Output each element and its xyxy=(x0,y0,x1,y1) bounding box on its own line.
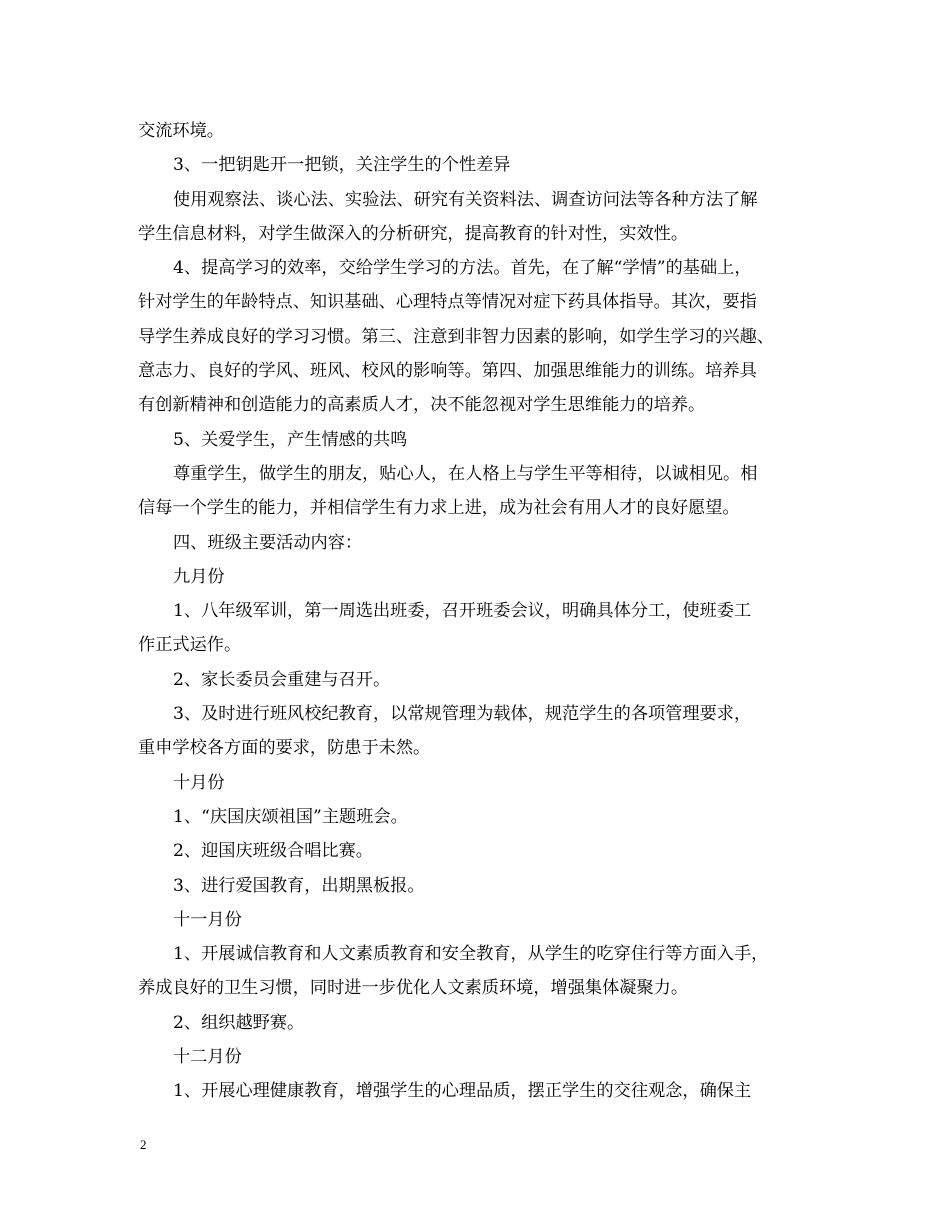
text-line: 信每一个学生的能力，并相信学生有力求上进，成为社会有用人才的良好愿望。 xyxy=(138,498,740,519)
page-number: 2 xyxy=(140,1137,147,1152)
text-line: 十月份 xyxy=(173,772,225,793)
text-line: 九月份 xyxy=(173,566,225,587)
text-line: 意志力、良好的学风、班风、校风的影响等。第四、加强思维能力的训练。培养具 xyxy=(138,361,757,382)
text-line: 1、开展心理健康教育，增强学生的心理品质，摆正学生的交往观念，确保主 xyxy=(173,1081,752,1102)
text-line: 1、开展诚信教育和人文素质教育和安全教育，从学生的吃穿住行等方面入手， xyxy=(173,944,769,965)
text-line: 使用观察法、谈心法、实验法、研究有关资料法、调查访问法等各种方法了解 xyxy=(173,189,758,210)
text-line: 养成良好的卫生习惯，同时进一步优化人文素质环境，增强集体凝聚力。 xyxy=(138,978,689,999)
text-line: 重申学校各方面的要求，防患于未然。 xyxy=(138,738,431,759)
text-line: 3、及时进行班风校纪教育，以常规管理为载体，规范学生的各项管理要求， xyxy=(173,704,752,725)
text-line: 1、“庆国庆颂祖国”主题班会。 xyxy=(173,806,408,827)
text-line: 针对学生的年龄特点、知识基础、心理特点等情况对症下药具体指导。其次，要指 xyxy=(138,292,757,313)
text-line: 3、一把钥匙开一把锁，关注学生的个性差异 xyxy=(173,155,511,176)
text-line: 有创新精神和创造能力的高素质人才，决不能忽视对学生思维能力的培养。 xyxy=(138,395,706,416)
text-line: 2、家长委员会重建与召开。 xyxy=(173,669,391,690)
text-line: 5、关爱学生，产生情感的共鸣 xyxy=(173,429,408,450)
text-line: 十一月份 xyxy=(173,909,242,930)
text-line: 作正式运作。 xyxy=(138,635,242,656)
text-line: 四、班级主要活动内容： xyxy=(173,532,363,553)
text-line: 学生信息材料，对学生做深入的分析研究，提高教育的针对性，实效性。 xyxy=(138,223,689,244)
text-line: 交流环境。 xyxy=(138,121,224,141)
text-line: 十二月份 xyxy=(173,1047,242,1068)
text-line: 3、进行爱国教育，出期黑板报。 xyxy=(173,875,425,896)
text-line: 2、迎国庆班级合唱比赛。 xyxy=(173,841,373,862)
text-line: 导学生养成良好的学习习惯。第三、注意到非智力因素的影响，如学生学习的兴趣、 xyxy=(138,326,774,347)
text-line: 2、组织越野赛。 xyxy=(173,1012,305,1033)
text-line: 4、提高学习的效率，交给学生学习的方法。首先，在了解“学情”的基础上， xyxy=(173,258,752,279)
text-line: 尊重学生，做学生的朋友，贴心人，在人格上与学生平等相待，以诚相见。相 xyxy=(173,463,758,484)
document-body xyxy=(138,114,812,1109)
text-line: 1、八年级军训，第一周选出班委，召开班委会议，明确具体分工，使班委工 xyxy=(173,601,752,622)
